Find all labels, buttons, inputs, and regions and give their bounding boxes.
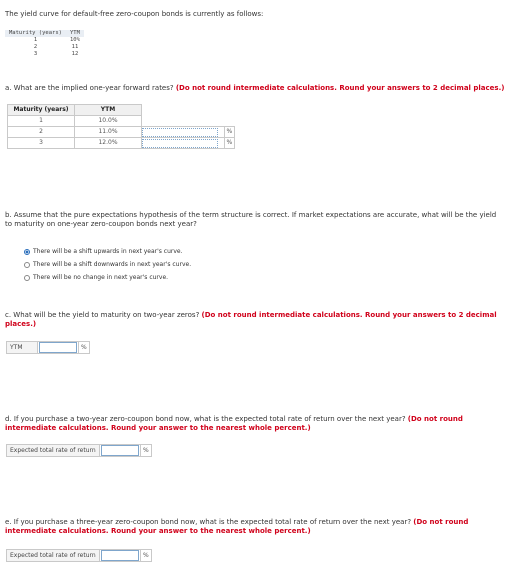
maturity-cell: 3 xyxy=(33,51,38,57)
question-d xyxy=(5,415,505,433)
ytm-cell: 12.0% xyxy=(75,138,142,149)
forward-rate-3-input[interactable] xyxy=(142,139,218,148)
forward-rate-2-input[interactable] xyxy=(142,128,218,137)
maturity-cell: 1 xyxy=(33,37,38,43)
question-d-note: (Do not round intermediate calculations. Round your answer to the nearest whole percent.) xyxy=(5,415,463,432)
unit-label: % xyxy=(224,138,235,149)
option-label: There will be a shift upwards in next year's curve. xyxy=(33,248,183,255)
radio-icon[interactable] xyxy=(24,275,30,281)
forward-rate-3-cell xyxy=(142,138,225,149)
maturity-cell: 2 xyxy=(8,127,75,138)
ytm-two-year-row xyxy=(6,341,90,354)
radio-icon[interactable] xyxy=(24,262,30,268)
return-three-year-input[interactable] xyxy=(101,550,139,561)
question-c-text: c. What will be the yield to maturity on two-year zeros? xyxy=(5,311,200,319)
table-row xyxy=(5,51,84,58)
table-row xyxy=(8,116,235,127)
option-label: There will be no change in next year's curve. xyxy=(33,274,169,281)
return-two-year-input[interactable] xyxy=(101,445,139,456)
option-label: There will be a shift downwards in next year's curve. xyxy=(33,261,192,268)
radio-selected-icon[interactable] xyxy=(24,249,30,255)
option-no-change[interactable] xyxy=(24,274,168,281)
ytm-two-year-input[interactable] xyxy=(39,342,77,353)
table-row xyxy=(5,37,84,44)
return-label: Expected total rate of return xyxy=(7,445,100,456)
col-maturity: Maturity (years) xyxy=(8,105,75,116)
empty-cell xyxy=(142,116,225,127)
col-ytm: YTM xyxy=(75,105,142,116)
question-c-note: (Do not round intermediate calculations. Round your answers to 2 decimal places.) xyxy=(5,311,497,328)
ytm-cell: 11 xyxy=(71,44,79,50)
question-a-text: a. What are the implied one-year forward rates? xyxy=(5,84,174,92)
maturity-cell: 2 xyxy=(33,44,38,50)
col-maturity: Maturity (years) xyxy=(5,30,66,37)
yield-curve-table xyxy=(5,30,84,58)
question-e-note: (Do not round intermediate calculations. Round your answer to the nearest whole percent.) xyxy=(5,518,469,535)
ytm-cell: 12 xyxy=(71,51,79,57)
ytm-cell: 10.0% xyxy=(75,116,142,127)
ytm-cell: 10% xyxy=(69,37,80,43)
unit-label: % xyxy=(224,127,235,138)
question-c xyxy=(5,311,505,329)
unit-label: % xyxy=(140,445,151,456)
question-d-text: d. If you purchase a two-year zero-coupon bond now, what is the expected total rate of return over the next year? xyxy=(5,415,406,423)
return-three-year-row xyxy=(6,549,152,562)
unit-label: % xyxy=(140,550,151,561)
forward-rate-2-cell xyxy=(142,127,225,138)
table-row xyxy=(8,127,235,138)
question-e xyxy=(5,518,505,536)
question-b-text: b. Assume that the pure expectations hypothesis of the term structure is correct. If market expectations are accurate, what will be the yield to maturity on one-year zero-coupon bonds next year? xyxy=(5,211,497,228)
forward-rates-table xyxy=(7,104,235,149)
unit-label: % xyxy=(78,342,89,353)
ytm-label: YTM xyxy=(7,342,38,353)
table-row xyxy=(8,138,235,149)
table-row xyxy=(5,44,84,51)
option-shift-up[interactable] xyxy=(24,248,183,255)
col-forward xyxy=(142,105,225,116)
question-e-text: e. If you purchase a three-year zero-coupon bond now, what is the expected total rate of return over the next year? xyxy=(5,518,412,526)
col-unit xyxy=(224,105,235,116)
maturity-cell: 1 xyxy=(8,116,75,127)
ytm-cell: 11.0% xyxy=(75,127,142,138)
option-shift-down[interactable] xyxy=(24,261,191,268)
return-two-year-row xyxy=(6,444,152,457)
col-ytm: YTM xyxy=(66,30,84,37)
return-label: Expected total rate of return xyxy=(7,550,100,561)
empty-cell xyxy=(224,116,235,127)
intro-text: The yield curve for default-free zero-coupon bonds is currently as follows: xyxy=(5,10,264,18)
question-a-note: (Do not round intermediate calculations. Round your answers to 2 decimal places.) xyxy=(175,84,505,92)
question-a xyxy=(5,84,505,92)
maturity-cell: 3 xyxy=(8,138,75,149)
